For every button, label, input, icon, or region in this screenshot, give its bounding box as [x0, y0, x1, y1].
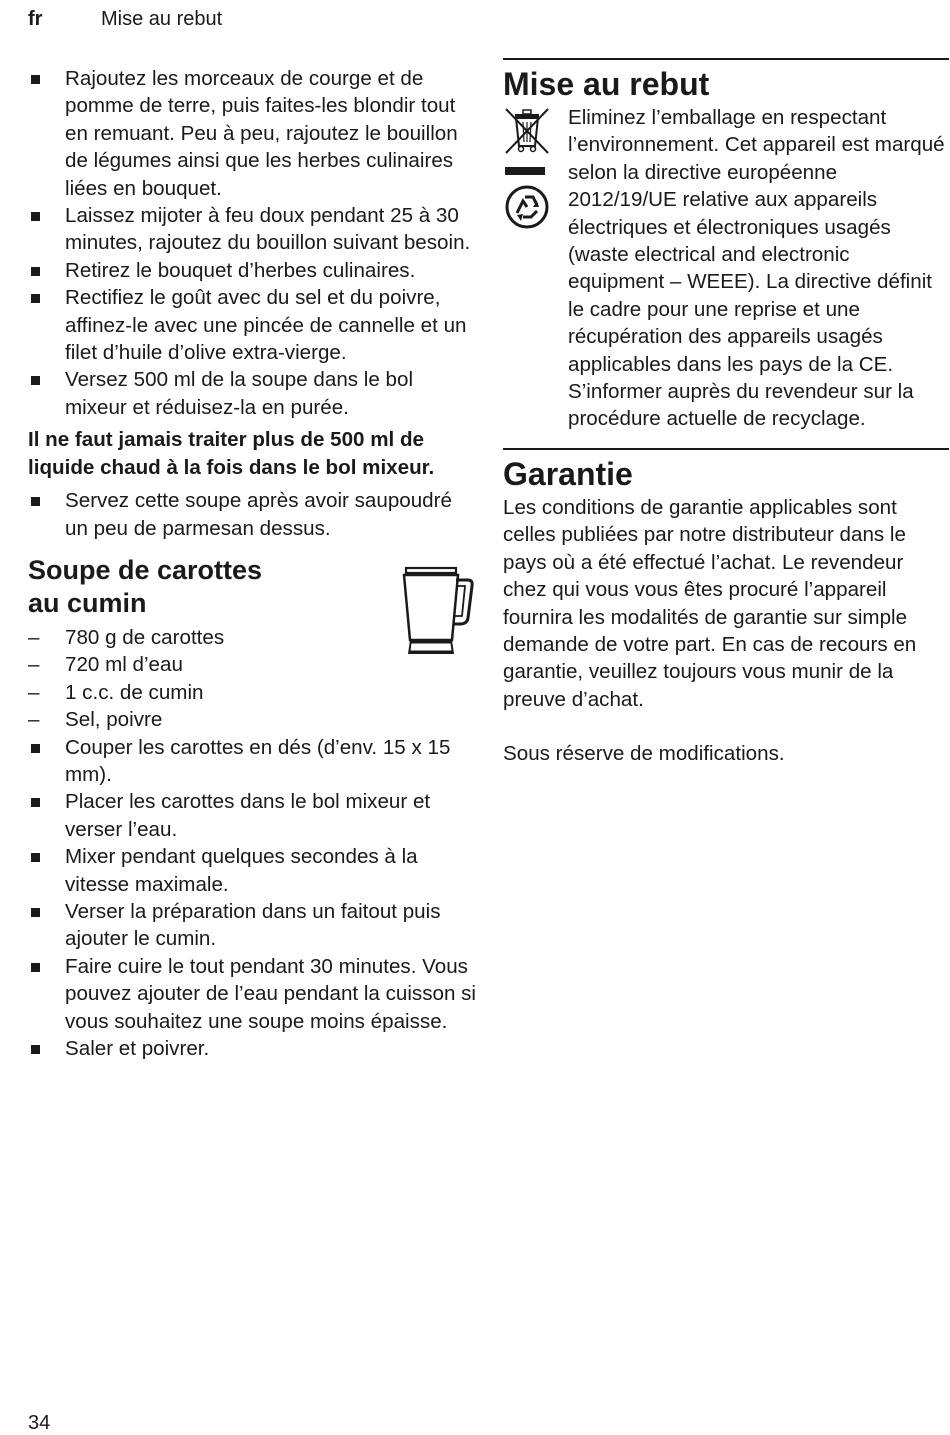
list-item: Rajoutez les morceaux de courge et de pomme de terre, puis faites-les blondir tout en remuant. Peu à peu, rajoutez le bouillon de légumes ainsi que les herbes culinaires liées en bouquet. — [28, 65, 478, 202]
dash-bullet: – — [28, 625, 40, 649]
list-item: Mixer pendant quelques secondes à la vitesse maximale. — [28, 843, 478, 898]
list-item: Retirez le bouquet d’herbes culinaires. — [28, 257, 478, 284]
steps-list-1 — [28, 65, 478, 421]
list-item: – 720 ml d’eau — [28, 651, 478, 678]
list-item: Rectifiez le goût avec du sel et du poivre, affinez-le avec une pincée de cannelle et un filet d’huile d’olive extra-vierge. — [28, 284, 478, 366]
list-item: Couper les carottes en dés (d’env. 15 x 15 mm). — [28, 734, 478, 789]
ingredients-list — [28, 624, 478, 734]
language-code: fr — [28, 8, 43, 30]
square-bullet-icon — [31, 376, 40, 385]
disposal-text: Eliminez l’emballage en respectant l’environnement. Cet appareil est marqué selon la directive européenne 2012/19/UE relative aux appareils électriques et électroniques usagés (waste electrical and electronic equipment – WEEE). La directive définit le cadre pour une reprise et une récupération des appareils usagés applicables dans les pays de la CE. S’informer auprès du revendeur sur la procédure actuelle de recyclage. — [568, 106, 945, 431]
section-divider — [503, 448, 949, 450]
disposal-heading: Mise au rebut — [503, 66, 710, 102]
square-bullet-icon — [31, 267, 40, 276]
square-bullet-icon — [31, 1045, 40, 1054]
page-number: 34 — [28, 1412, 51, 1434]
warranty-heading: Garantie — [503, 455, 633, 492]
list-item: Versez 500 ml de la soupe dans le bol mixeur et réduisez-la en purée. — [28, 366, 478, 421]
warranty-text: Les conditions de garantie applicables sont celles publiées par notre distributeur dans le pays où a été effectué l’achat. Le revendeur chez qui vous vous êtes procuré l’appareil fournira les modalités de garantie sur simple demande de votre part. En cas de recours en garantie, veuillez toujours vous munir de la preuve d’achat. — [503, 495, 917, 711]
disposal-section — [503, 104, 949, 433]
list-item: Saler et poivrer. — [28, 1035, 478, 1062]
list-item: Laissez mijoter à feu doux pendant 25 à 30 minutes, rajoutez du bouillon suivant besoin. — [28, 202, 478, 257]
square-bullet-icon — [31, 75, 40, 84]
square-bullet-icon — [31, 798, 40, 807]
right-column — [503, 58, 949, 768]
crossed-bin-icon — [503, 106, 551, 156]
square-bullet-icon — [31, 963, 40, 972]
steps-list-2 — [28, 487, 478, 542]
list-item: Faire cuire le tout pendant 30 minutes. Vous pouvez ajouter de l’eau pendant la cuisson si vous souhaitez une soupe moins épaisse. — [28, 953, 478, 1035]
square-bullet-icon — [31, 908, 40, 917]
list-item: – Sel, poivre — [28, 706, 478, 733]
list-item: Verser la préparation dans un faitout puis ajouter le cumin. — [28, 898, 478, 953]
section-divider — [503, 58, 949, 60]
square-bullet-icon — [31, 212, 40, 221]
weee-icons — [503, 106, 551, 236]
list-item: Servez cette soupe après avoir saupoudré un peu de parmesan dessus. — [28, 487, 478, 542]
steps-list-3 — [28, 734, 478, 1063]
recycling-icon — [503, 183, 551, 231]
modifications-note: Sous réserve de modifications. — [503, 742, 785, 766]
square-bullet-icon — [31, 294, 40, 303]
dash-bullet: – — [28, 708, 40, 732]
spacer — [503, 713, 949, 740]
list-item: Placer les carottes dans le bol mixeur et verser l’eau. — [28, 788, 478, 843]
left-column — [28, 65, 478, 1062]
square-bullet-icon — [31, 497, 40, 506]
recipe-title: Soupe de carottes au cumin — [28, 554, 263, 618]
weee-bar — [505, 167, 545, 175]
list-item: – 1 c.c. de cumin — [28, 679, 478, 706]
square-bullet-icon — [31, 744, 40, 753]
list-item: – 780 g de carottes — [28, 624, 478, 651]
recipe-header — [28, 554, 478, 620]
page-header — [28, 6, 222, 32]
hot-liquid-warning: Il ne faut jamais traiter plus de 500 ml de liquide chaud à la fois dans le bol mixeur. — [28, 428, 435, 479]
dash-bullet: – — [28, 680, 40, 704]
dash-bullet: – — [28, 653, 40, 677]
square-bullet-icon — [31, 853, 40, 862]
header-title: Mise au rebut — [101, 8, 223, 30]
